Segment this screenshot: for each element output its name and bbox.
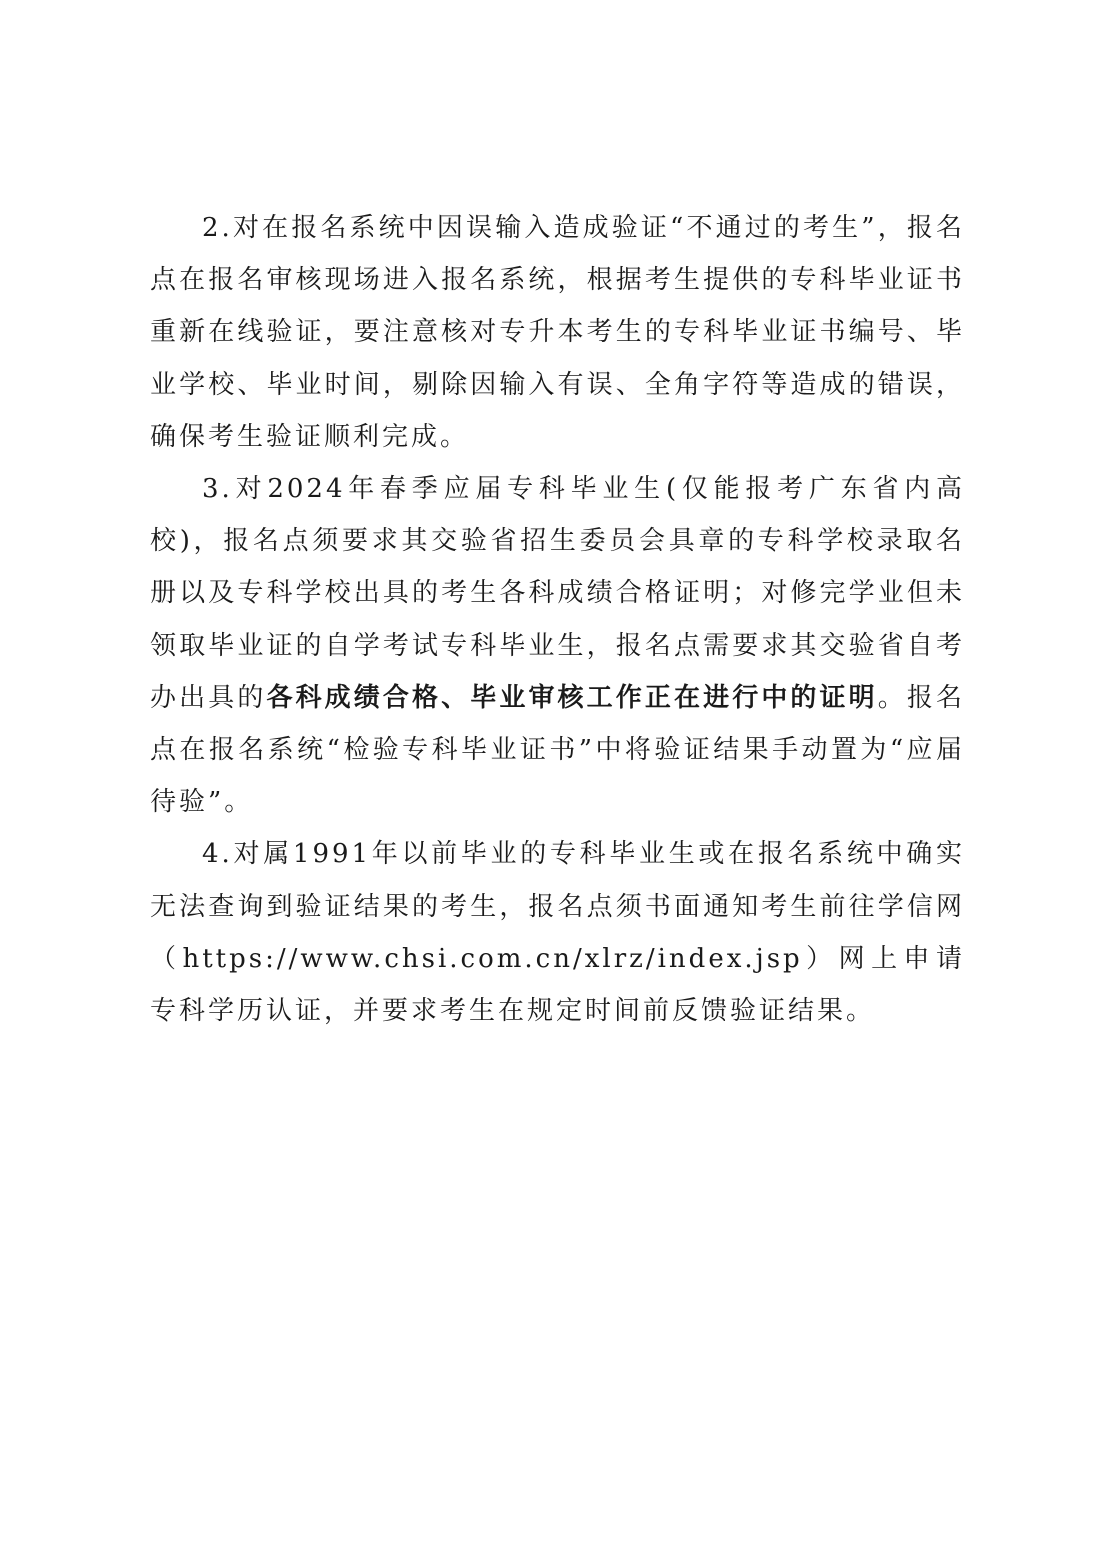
paragraph-bold-text: 各科成绩合格、毕业审核工作正在进行中的证明 xyxy=(266,682,878,713)
paragraph-text: 4.对属1991年以前毕业的专科毕业生或在报名系统中确实无法查询到验证结果的考生，报名点须书面通知考生前往学信网（https://www.chsi.com.cn/xlrz/index.jsp）网上申请专科学历认证，并要求考生在规定时间前反馈验证结果。 xyxy=(150,839,965,1027)
paragraph-text: 2.对在报名系统中因误输入造成验证“不通过的考生”，报名点在报名审核现场进入报名系统，根据考生提供的专科毕业证书重新在线验证，要注意核对专升本考生的专科毕业证书编号、毕业学校、毕业时间，剔除因输入有误、全角字符等造成的错误，确保考生验证顺利完成。 xyxy=(150,213,965,452)
paragraph-item-4 xyxy=(150,828,965,1037)
paragraph-item-3 xyxy=(150,463,965,828)
paragraph-item-2 xyxy=(150,202,965,463)
paragraph-text: 。报名点在报名系统“检验专科毕业证书”中将验证结果手动置为“应届待验”。 xyxy=(150,682,965,818)
document-page xyxy=(150,202,965,1037)
paragraph-text: 3.对2024年春季应届专科毕业生(仅能报考广东省内高校)，报名点须要求其交验省招生委员会具章的专科学校录取名册以及专科学校出具的考生各科成绩合格证明；对修完学业但未领取毕业证的自学考试专科毕业生，报名点需要求其交验省自考办出具的 xyxy=(150,474,965,713)
